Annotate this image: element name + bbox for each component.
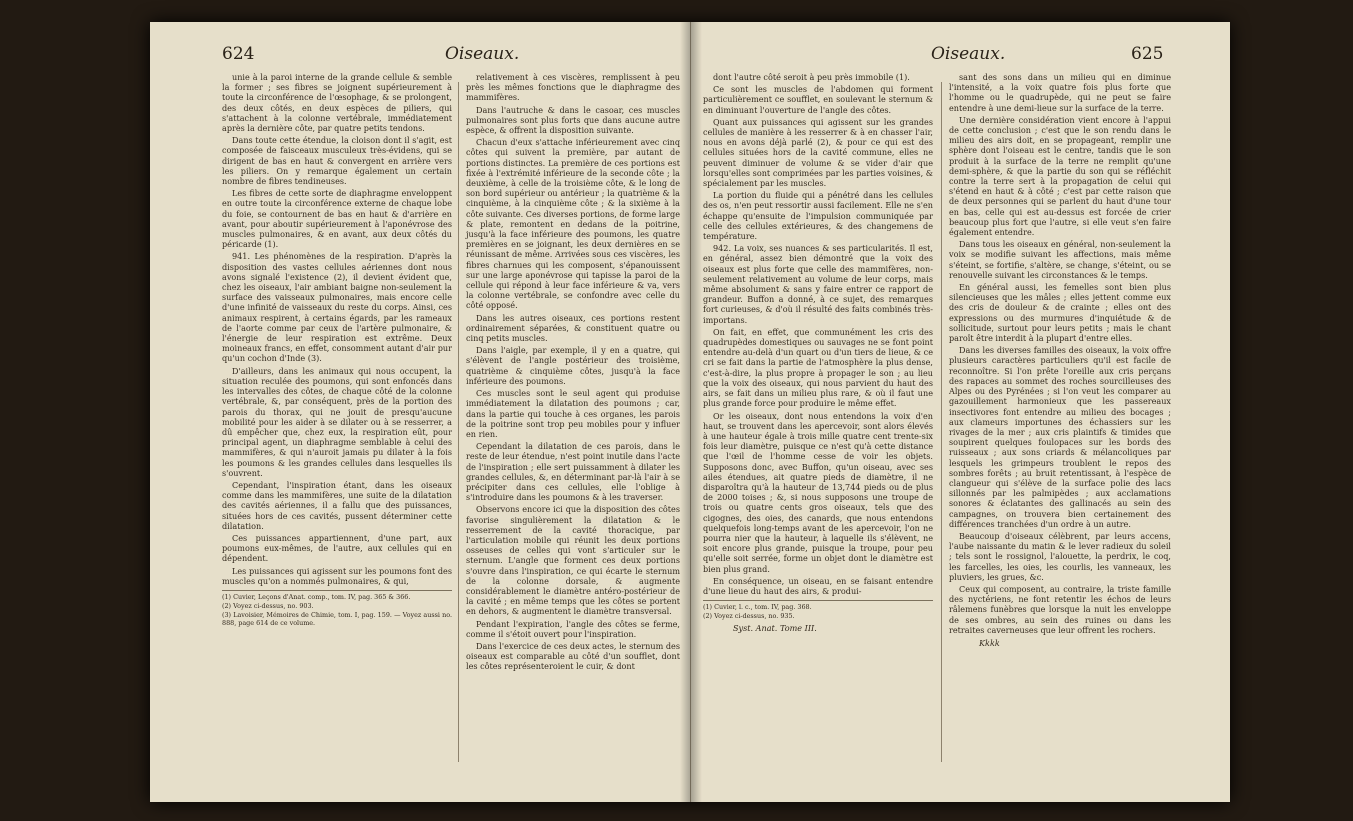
page-number: 625 <box>1131 44 1164 64</box>
paragraph: Pendant l'expiration, l'angle des côtes se ferme, comme il s'étoit ouvert pour l'inspiration. <box>466 618 680 639</box>
paragraph: Les puissances qui agissent sur les poumons font des muscles qu'on a nommés pulmonaires, & qui, <box>222 565 452 586</box>
paragraph: Observons encore ici que la disposition des côtes favorise singulièrement la dilatation & le resserrement de la cavité thoracique, par l'articulation mobile qui réunit les deux portions osseuses de celles qui vont s'articuler sur le sternum. L'angle que forment ces deux portions s'ouvre dans l'inspiration, ce qui écarte le sternum de la colonne dorsale, & augmente considérablement le diamètre antéro-postérieur de la cavité ; en même temps que les côtes se portent en dehors, & augmentent le diamètre transversal. <box>466 504 680 617</box>
paragraph: Dans tous les oiseaux en général, non-seulement la voix se modifie suivant les affections, mais même s'éteint, se fortifie, s'altère, se change, s'éteint, ou se renouvelle suivant les circonstances & le temps. <box>949 239 1171 280</box>
column-divider <box>458 82 459 762</box>
paragraph: Ceux qui composent, au contraire, la triste famille des nyctériens, ne font retentir les échos de leurs râlemens funèbres que lorsque la nuit les enveloppe de ses ombres, au sein des ruines ou dans les retraites caverneuses que leur offrent les rochers. <box>949 583 1171 635</box>
signature-mark: Kkkk <box>979 637 1000 648</box>
footnote: (3) Lavoisier, Mémoires de Chimie, tom. I, pag. 159. — Voyez aussi no. 888, page 614 de ce volume. <box>222 610 452 627</box>
paragraph: En général aussi, les femelles sont bien plus silencieuses que les mâles ; elles jettent comme eux des cris de douleur & de crainte ; elles ont des expressions ou des murmures d'inquiétude & de sollicitude, surtout pour leurs petits ; mais le chant paroît être interdit à la plupart d'entre elles. <box>949 282 1171 344</box>
paragraph: Les fibres de cette sorte de diaphragme enveloppent en outre toute la circonférence externe de chaque lobe du foie, se contournent de bas en haut & d'arrière en avant, pour aboutir supérieurement à l'aponévrose des muscles pulmonaires, & en avant, aux deux côtés du péricarde (1). <box>222 188 452 250</box>
left-page-header <box>150 44 690 74</box>
paragraph: Dans l'exercice de ces deux actes, le sternum des oiseaux est comparable au côté d'un soufflet, dont les côtes représenteroient le cuir, & dont <box>466 640 680 672</box>
paragraph: Cependant, l'inspiration étant, dans les oiseaux comme dans les mammifères, une suite de la dilatation des cavités aériennes, il a fallu que des puissances, situées hors de ces cavités, pussent déterminer cette dilatation. <box>222 479 452 531</box>
paragraph: Dans les diverses familles des oiseaux, la voix offre plusieurs caractères particuliers qu'il est facile de reconnoître. Si l'on prête l'oreille aux cris perçans des rapaces au sommet des roches sourcilleuses des Alpes ou des Pyrénées ; si l'on veut les comparer au gazouillement harmonieux que les passereaux insectivores font entendre au milieu des bocages ; aux clameurs importunes des échassiers sur les rivages de la mer ; aux cris plaintifs & timides que soupirent quelques foulopaces sur les bords des ruisseaux ; aux sons criards & mélancoliques par lesquels les grimpeurs troublent le repos des sombres forêts ; au bruit retentissant, à l'espèce de clangueur qui s'élève de la surface polie des lacs sillonnés par les palmipèdes ; aux acclamations sonores & éclatantes des gallinacés au sein des campagnes, on trouvera bien certainement des différences tranchées d'un ordre à un autre. <box>949 345 1171 529</box>
paragraph: sant des sons dans un milieu qui en diminue l'intensité, a la voix quatre fois plus forte que l'homme ou le quadrupède, qui ne peut se faire entendre à une demi-lieue sur la surface de la terre. <box>949 72 1171 113</box>
page-number: 624 <box>222 44 255 64</box>
running-title: Oiseaux. <box>445 44 520 64</box>
right-page-header <box>691 44 1230 74</box>
paragraph: Ces muscles sont le seul agent qui produise immédiatement la dilatation des poumons ; car, dans la partie qui touche à ces organes, les parois de la poitrine sont trop peu mobiles pour y influer en rien. <box>466 388 680 439</box>
paragraph: 942. La voix, ses nuances & ses particularités. Il est, en général, assez bien démontré que la voix des oiseaux est plus forte que celle des mammifères, non-seulement relativement au volume de leur corps, mais même absolument & sans y faire entrer ce rapport de grandeur. Buffon a donné, à ce sujet, des remarques fort curieuses, & d'où il résulté des faits combinés très-importans. <box>703 243 933 325</box>
paragraph: En conséquence, un oiseau, en se faisant entendre d'une lieue du haut des airs, & produi- <box>703 575 933 596</box>
running-title: Oiseaux. <box>931 44 1006 64</box>
paragraph: D'ailleurs, dans les animaux qui nous occupent, la situation reculée des poumons, qui sont enfoncés dans les intervalles des côtes, de chaque côté de la colonne vertébrale, &, par conséquent, près de la portion des parois du thorax, qui ne jouit de presqu'aucune mobilité pour les aider à se dilater ou à se resserrer, a dû empêcher que, chez eux, la respiration eût, pour principal agent, un diaphragme semblable à celui des mammifères, & qui n'auroit jamais pu dilater à la fois les poumons & les grandes cellules dans lesquelles ils s'ouvrent. <box>222 365 452 478</box>
paragraph: Dans l'aigle, par exemple, il y en a quatre, qui s'élèvent de l'angle postérieur des troisième, quatrième & cinquième côtes, jusqu'à la face inférieure des poumons. <box>466 345 680 386</box>
left-page <box>150 22 691 802</box>
paragraph: 941. Les phénomènes de la respiration. D'après la disposition des vastes cellules aériennes dont nous avons signalé l'existence (2), il devient évident que, chez les oiseaux, l'air ambiant baigne non-seulement la surface des vaisseaux pulmonaires, mais encore celle d'une infinité de vaisseaux du reste du corps. Ainsi, ces animaux respirent, à certains égards, par les rameaux de l'aorte comme par ceux de l'artère pulmonaire, & l'énergie de leur respiration est extrême. Deux moineaux francs, en effet, consomment autant d'air pur qu'un cochon d'Inde (3). <box>222 251 452 364</box>
paragraph: La portion du fluide qui a pénétré dans les cellules des os, n'en peut ressortir aussi facilement. Elle ne s'en échappe qu'ensuite de l'impulsion communiquée par celle des cellules extérieures, & des changemens de température. <box>703 190 933 242</box>
footnote: (2) Voyez ci-dessus, no. 935. <box>703 612 795 621</box>
open-book <box>150 22 1230 802</box>
paragraph: Dans les autres oiseaux, ces portions restent ordinairement séparées, & constituent quatre ou cinq petits muscles. <box>466 312 680 344</box>
paragraph: On fait, en effet, que communément les cris des quadrupèdes domestiques ou sauvages ne se font point entendre au-delà d'un quart ou d'un tiers de lieue, & ce cri se fait dans la partie de l'atmosphère la plus dense, c'est-à-dire, la plus propre à propager le son ; au lieu que la voix des oiseaux, qui nous parvient du haut des airs, se fait dans un milieu plus rare, & où il faut une plus grande force pour produire le même effet. <box>703 326 933 409</box>
book-gutter <box>680 22 702 802</box>
paragraph: Dans l'autruche & dans le casoar, ces muscles pulmonaires sont plus forts que dans aucune autre espèce, & offrent la disposition suivante. <box>466 104 680 136</box>
paragraph: Quant aux puissances qui agissent sur les grandes cellules de manière à les resserrer & à en chasser l'air, nous en avons déjà parlé (2), & pour ce qui est des cellules situées hors de la cavité commune, elles ne peuvent diminuer de volume & se vider d'air que lorsqu'elles sont comprimées par les parties voisines, & spécialement par les muscles. <box>703 116 933 189</box>
paragraph: Cependant la dilatation de ces parois, dans le reste de leur étendue, n'est point inutile dans l'acte de l'inspiration ; elle sert puissamment à dilater les grandes cellules, &, en déterminant par-là l'air à se précipiter dans ces cellules, elle l'oblige à s'introduire dans les poumons & à les traverser. <box>466 441 680 503</box>
right-column-2 <box>949 72 1171 648</box>
right-page <box>691 22 1230 802</box>
left-column-2 <box>466 72 680 674</box>
footnote: (1) Cuvier, Leçons d'Anat. comp., tom. IV, pag. 365 & 366. <box>222 592 411 601</box>
paragraph: relativement à ces viscères, remplissent à peu près les mêmes fonctions que le diaphragme des mammifères. <box>466 72 680 103</box>
paragraph: Ce sont les muscles de l'abdomen qui forment particulièrement ce soufflet, en soulevant le sternum & en diminuant l'ouverture de l'angle des côtes. <box>703 84 933 115</box>
right-column-1 <box>703 72 933 633</box>
paragraph: unie à la paroi interne de la grande cellule & semble la former ; ses fibres se joignent supérieurement à toute la circonférence de l'œsophage, & se prolongent, des deux côtés, en deux espèces de piliers, qui s'attachent à la colonne vertébrale, immédiatement après la dernière côte, par quatre petits tendons. <box>222 72 452 134</box>
paragraph: dont l'autre côté seroit à peu près immobile (1). <box>713 72 910 82</box>
left-column-1 <box>222 72 452 628</box>
paragraph: Beaucoup d'oiseaux célèbrent, par leurs accens, l'aube naissante du matin & le lever radieux du soleil ; tels sont le rossignol, l'alouette, la perdrix, le coq, les farcelles, les oies, les courlis, les vanneaux, les pluviers, les grues, &c. <box>949 530 1171 582</box>
signature-mark: Syst. Anat. Tome III. <box>733 623 817 634</box>
paragraph: Dans toute cette étendue, la cloison dont il s'agit, est composée de faisceaux musculeux très-évidens, qui se dirigent de bas en haut & convergent en arrière vers les piliers. On y remarque également un certain nombre de fibres tendineuses. <box>222 135 452 187</box>
paragraph: Ces puissances appartiennent, d'une part, aux poumons eux-mêmes, de l'autre, aux cellules qui en dépendent. <box>222 532 452 564</box>
paragraph: Chacun d'eux s'attache inférieurement avec cinq côtes qui suivent la première, par autant de portions distinctes. La première de ces portions est fixée à l'extrémité inférieure de la seconde côte ; la deuxième, à celle de la troisième côte, & le long de son bord supérieur ou antérieur ; la quatrième & la cinquième, à la cinquième côte ; & la sixième à la côte suivante. Ces diverses portions, de forme large & plate, remontent en dedans de la poitrine, jusqu'à la face inférieure des poumons, les quatre premières en se joignant, les deux dernières en se réunissant de même. Arrivées sous ces viscères, les fibres charnues qui les composent, s'épanouissent sur une large aponévrose qui tapisse la paroi de la cellule qui répond à leur face inférieure & va, vers la colonne vertébrale, se confondre avec celle du côté opposé. <box>466 137 680 311</box>
footnotes <box>222 590 452 627</box>
paragraph: Or les oiseaux, dont nous entendons la voix d'en haut, se trouvent dans les apercevoir, sont alors élevés à une hauteur égale à trois mille quatre cent trente-six fois leur diamètre, puisque ce n'est qu'à cette distance que l'œil de l'homme cesse de voir les objets. Supposons donc, avec Buffon, qu'un oiseau, avec ses ailes étendues, ait quatre pieds de diamètre, il ne disparoîtra qu'à la hauteur de 13,744 pieds ou de plus de 2000 toises ; &, si nous supposons une troupe de trois ou quatre cents gros oiseaux, tels que des cigognes, des oies, des canards, que nous entendons quelquefois long-temps avant de les apercevoir, l'on ne pourra nier que la hauteur, à laquelle ils s'élèvent, ne soit encore plus grande, puisque la troupe, pour peu qu'elle soit serrée, forme un objet dont le diamètre est bien plus grand. <box>703 410 933 574</box>
column-divider <box>941 82 942 762</box>
footnotes <box>703 600 933 620</box>
paragraph: Une dernière considération vient encore à l'appui de cette conclusion ; c'est que le son rendu dans le milieu des airs doit, en se propageant, remplir une sphère dont l'oiseau est le centre, tandis que le son produit à la surface de la terre ne remplit qu'une demi-sphère, & que la partie du son qui se réfléchit contre la terre sert à la propagation de celui qui s'étend en haut & à côté ; c'est par cette raison que de deux personnes qui se parlent du haut d'une tour en bas, celle qui est au-dessus est forcée de crier beaucoup plus fort que l'autre, si elle veut s'en faire également entendre. <box>949 114 1171 238</box>
footnote: (2) Voyez ci-dessus, no. 903. <box>222 601 314 610</box>
footnote: (1) Cuvier, l. c., tom. IV, pag. 368. <box>703 603 812 612</box>
